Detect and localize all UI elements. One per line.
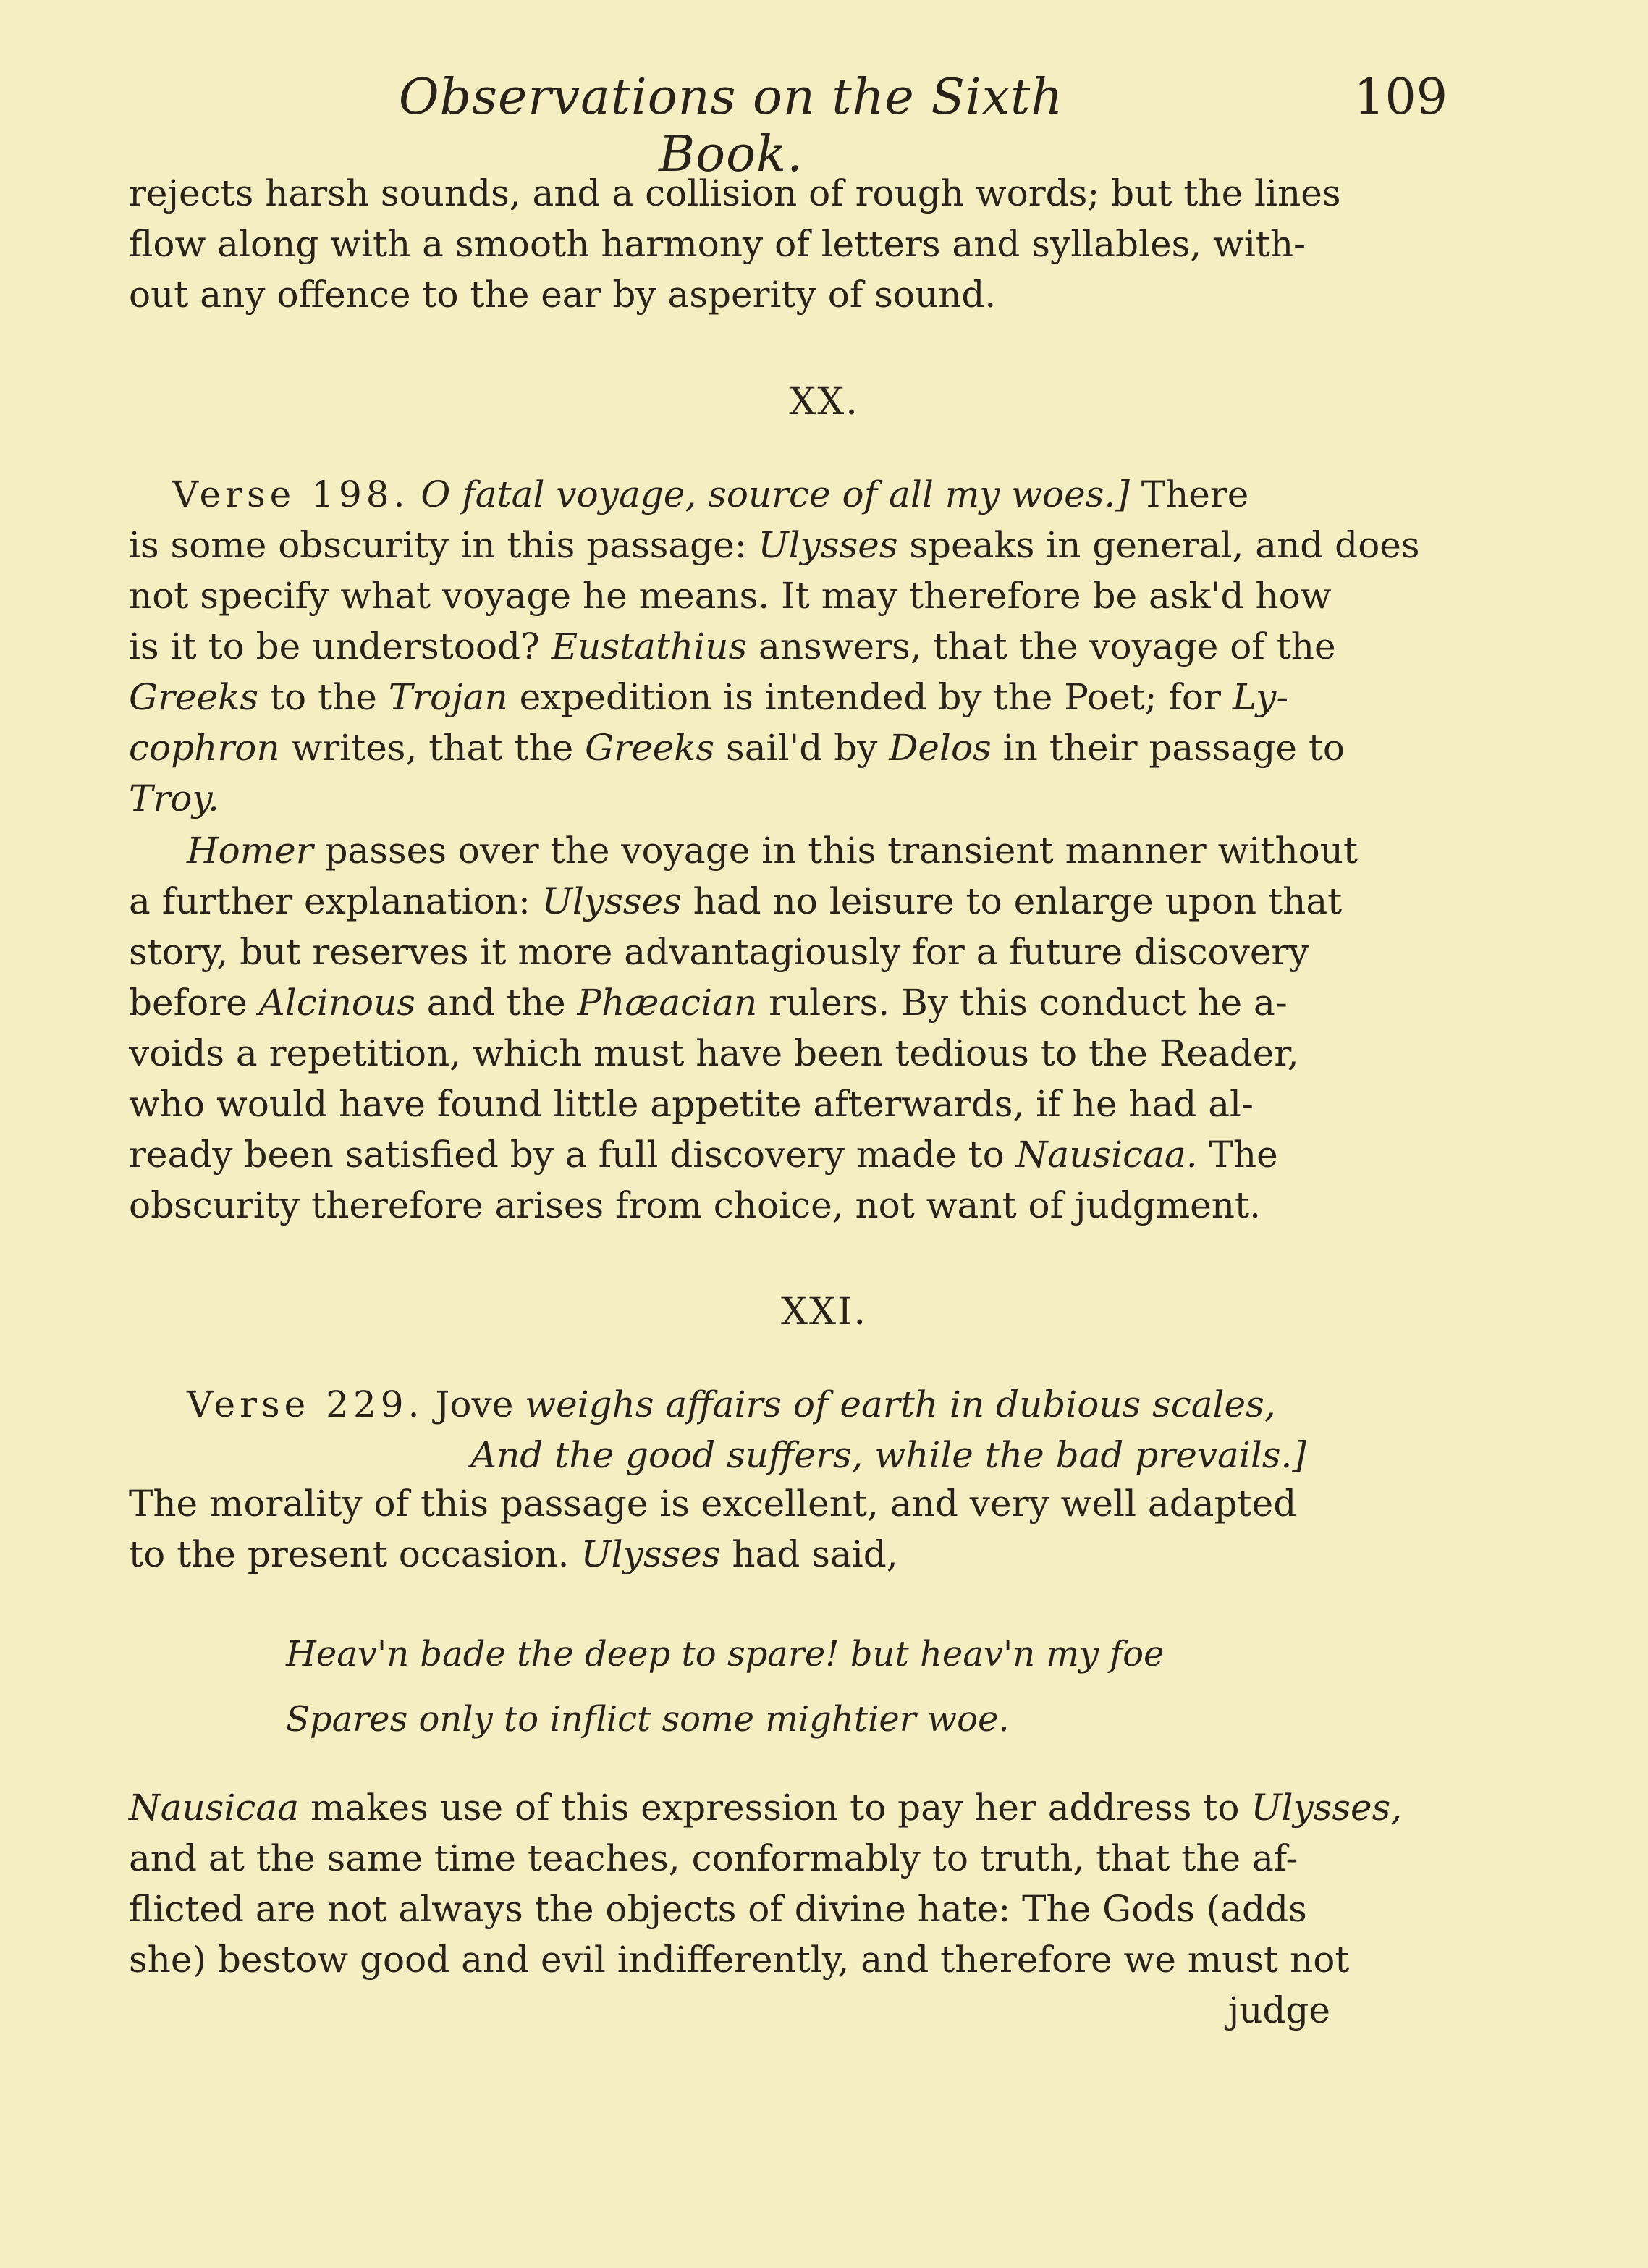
text-line: obscurity therefore arises from choice, not want of judgment. (129, 1184, 1261, 1226)
text-fragment: rulers. By this conduct he a- (769, 982, 1288, 1024)
name-trojan: Trojan (388, 676, 508, 718)
name-nausicaa: Nausicaa (129, 1787, 300, 1829)
text-line (129, 1782, 1403, 1833)
text-line: she) bestow good and evil indifferently, and therefore we must not (129, 1939, 1350, 1981)
verse-quote: O fatal voyage, source of all my woes.] (421, 473, 1130, 515)
text-line (129, 1129, 1330, 1180)
name-ulysses: Ulysses (541, 880, 682, 922)
verse-quote-line-1: weighs affairs of earth in dubious scales, (525, 1383, 1276, 1425)
text-line: not specify what voyage he means. It may therefore be ask'd how (129, 575, 1332, 617)
quote-line: Spares only to inflict some mightier woe. (286, 1699, 1010, 1740)
text-line (129, 977, 1330, 1028)
quote-line: Heav'n bade the deep to spare! but heav'n my foe (286, 1634, 1165, 1674)
text-fragment: expedition is intended by the Poet; for (519, 676, 1221, 718)
text-fragment: sail'd by (726, 727, 878, 769)
text-fragment: a further explanation: (129, 880, 531, 922)
page-number: 109 (1353, 69, 1448, 126)
name-nausicaa: Nausicaa. (1015, 1134, 1198, 1176)
text-fragment: to the (269, 676, 377, 718)
text-fragment: before (129, 982, 248, 1024)
text-fragment: and the (426, 982, 566, 1024)
catchword: judge (1227, 1989, 1330, 2031)
text-line (129, 520, 1420, 570)
text-line (129, 825, 1358, 876)
name-lycophron-part1: Ly- (1232, 676, 1289, 718)
text-line (129, 469, 1330, 520)
text-fragment: is it to be understood? (129, 625, 540, 667)
text-line (129, 672, 1330, 722)
name-ulysses: Ulysses (580, 1533, 721, 1575)
text-line: The morality of this passage is excellent, and very well adapted (129, 1483, 1297, 1525)
section-heading-xx: XX. (789, 380, 859, 423)
text-line: flow along with a smooth harmony of letters and syllables, with- (129, 223, 1306, 265)
text-line (129, 621, 1336, 672)
text-fragment: There (1141, 473, 1249, 515)
section-heading-xxi: XXI. (780, 1290, 868, 1333)
name-eustathius: Eustathius (551, 625, 748, 667)
verse-label: Verse 229. (187, 1383, 424, 1425)
section-xxi-paragraph-1 (129, 1478, 1330, 1580)
text-fragment: passes over the voyage in this transient manner without (324, 830, 1358, 872)
text-line: voids a repetition, which must have been tedious to the Reader, (129, 1032, 1299, 1074)
text-line (129, 1379, 1330, 1430)
text-line: rejects harsh sounds, and a collision of rough words; but the lines (129, 172, 1341, 214)
text-fragment: to the present occasion. (129, 1533, 570, 1575)
name-greeks: Greeks (585, 727, 715, 769)
text-line: flicted are not always the objects of divine hate: The Gods (adds (129, 1888, 1307, 1930)
name-homer: Homer (187, 830, 313, 872)
name-greeks: Greeks (129, 676, 258, 718)
text-line: out any offence to the ear by asperity of sound. (129, 274, 997, 316)
text-fragment: answers, that the voyage of the (758, 625, 1336, 667)
text-fragment: is some obscurity in this passage: (129, 524, 747, 566)
text-fragment: writes, that the (291, 727, 574, 769)
text-fragment: had said, (732, 1533, 898, 1575)
name-delos: Delos (889, 727, 992, 769)
block-quotation (286, 1622, 1227, 1752)
text-fragment: ready been satisfied by a full discovery made to (129, 1134, 1005, 1176)
text-line (129, 876, 1343, 927)
text-line (129, 1529, 1330, 1580)
text-fragment: makes use of this expression to pay her address to (310, 1787, 1240, 1829)
verse-label: Verse 198. (172, 473, 410, 515)
text-fragment: speaks in general, and does (909, 524, 1420, 566)
name-phaeacian: Phæacian (577, 982, 758, 1024)
text-fragment: in their passage to (1002, 727, 1345, 769)
name-ulysses: Ulysses, (1251, 1787, 1403, 1829)
text-line (129, 722, 1345, 773)
name-ulysses: Ulysses (758, 524, 898, 566)
name-lycophron-part2: cophron (129, 727, 280, 769)
section-xxi-paragraph-2 (129, 1782, 1403, 2036)
name-troy: Troy. (129, 777, 219, 819)
name-alcinous: Alcinous (258, 982, 415, 1024)
section-xx-paragraph-2 (129, 825, 1358, 1231)
running-header (130, 69, 1448, 183)
text-fragment: The (1209, 1134, 1278, 1176)
text-fragment: had no leisure to enlarge upon that (693, 880, 1343, 922)
text-line: and at the same time teaches, conformably to truth, that the af- (129, 1837, 1298, 1879)
verse-quote-line-2: And the good suffers, while the bad prevails.] (470, 1434, 1306, 1476)
intro-paragraph (129, 168, 1341, 320)
section-xx-paragraph-1 (129, 469, 1420, 824)
text-line: story, but reserves it more advantagiously for a future discovery (129, 931, 1309, 973)
running-title: Observations on the Sixth Book. (398, 69, 1064, 183)
section-xxi-verse (129, 1379, 1330, 1480)
text-line: who would have found little appetite afterwards, if he had al- (129, 1083, 1254, 1125)
name-jove: Jove (435, 1383, 514, 1425)
